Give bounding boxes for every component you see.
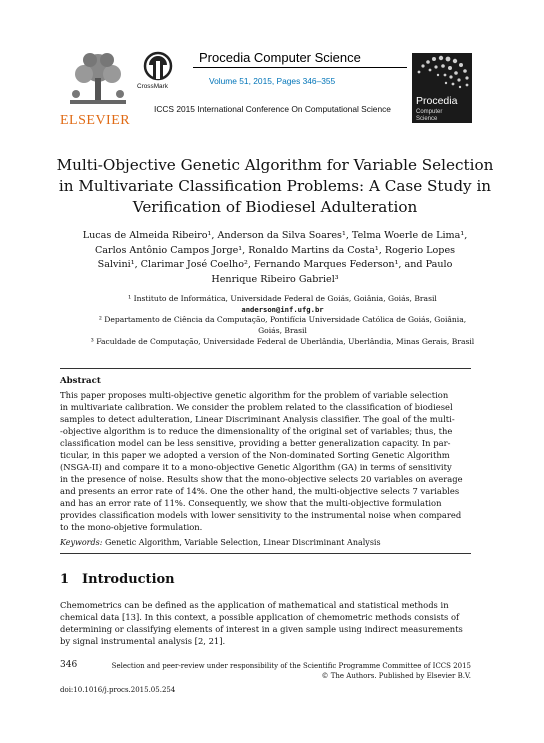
body-line: chemical data [13]. In this context, a possible application of chemometric methods consists of: [60, 612, 460, 622]
abstract-line: in multivariate calibration. We consider the problem related to the classification of biodiesel: [60, 402, 453, 412]
abstract-line: and presents an error rate of 14%. One the other hand, the multi-objective selects 7 variables: [60, 486, 460, 496]
abstract-line: in the presence of noise. Results show that the mono-objective selects 20 variables on average: [60, 474, 463, 484]
keywords-label: Keywords:: [60, 538, 103, 547]
abstract-body: [60, 389, 471, 533]
affiliation-3: ³ Faculdade de Computação, Universidade Federal de Uberlândia, Uberlândia, Minas Gerais, Brasil: [90, 337, 475, 347]
keywords: [60, 538, 381, 547]
abstract-line: -objective algorithm is to reduce the dimensionality of the original set of variables; thus, the: [60, 426, 453, 436]
dot-pattern-icon: [412, 53, 472, 97]
author-line: Carlos Antônio Campos Jorge¹, Ronaldo Martins da Costa¹, Rogerio Lopes: [94, 244, 456, 256]
footer-line-2: © The Authors. Published by Elsevier B.V.: [321, 672, 471, 680]
affiliation-2: ² Departamento de Ciência da Computação, Pontifícia Universidade Católica de Goiás, Goiânia,: [98, 315, 467, 325]
elsevier-wordmark: ELSEVIER: [60, 113, 131, 128]
crossmark-icon[interactable]: [137, 51, 173, 95]
section-title: Introduction: [82, 572, 175, 587]
affiliation-2-cont: Goiás, Brasil: [258, 325, 307, 335]
doi-link[interactable]: doi:10.1016/j.procs.2015.05.254: [60, 686, 176, 694]
abstract-line: (NSGA-II) and compare it to a mono-objective Genetic Algorithm (GA) in terms of sensitivity: [60, 462, 452, 472]
title-line: in Multivariate Classification Problems: A Case Study in: [58, 177, 492, 195]
volume-pages: , 2015, Pages 346–355: [248, 76, 336, 86]
volume-prefix: Volume: [209, 76, 240, 86]
abstract-line: samples to detect adulteration, Linear Discriminant Analysis classifier. The goal of the multi-: [60, 414, 455, 424]
body-line: by signal instrumental analysis [2, 21].: [60, 636, 226, 646]
volume-number-link[interactable]: 51: [239, 76, 249, 86]
section-heading: [60, 572, 175, 587]
procedia-box-title: Procedia: [416, 95, 458, 107]
footer-line-1: Selection and peer-review under responsibility of the Scientific Programme Committee of ICCS 2015: [111, 662, 471, 670]
abstract-line: and has an error rate of 11%. Consequently, we show that the multi-objective formulation: [60, 498, 442, 508]
section-number: 1: [60, 572, 70, 587]
volume-line: [209, 76, 335, 86]
journal-name: Procedia Computer Science: [199, 50, 361, 65]
footer-note: [95, 661, 471, 681]
crossmark-label: CrossMark: [137, 83, 168, 90]
affiliations: [60, 294, 505, 348]
author-line: Lucas de Almeida Ribeiro¹, Anderson da Silva Soares¹, Telma Woerle de Lima¹,: [82, 230, 468, 241]
abstract-line: to the mono-objetive formulation.: [60, 522, 203, 532]
title-line: Verification of Biodiesel Adulteration: [132, 198, 418, 216]
body-line: Chemometrics can be defined as the application of mathematical and statistical methods in: [60, 600, 449, 610]
author-line: Salvini¹, Clarimar José Coelho², Fernando Marques Federson¹, and Paulo: [97, 259, 453, 271]
page-number: 346: [60, 660, 78, 670]
title-line: Multi-Objective Genetic Algorithm for Variable Selection: [56, 156, 494, 174]
author-email-link[interactable]: anderson@inf.ufg.br: [241, 304, 324, 314]
procedia-box-subtitle: Computer Science: [416, 109, 443, 122]
section-body: [60, 599, 471, 647]
author-line: Henrique Ribeiro Gabriel³: [211, 273, 339, 285]
abstract-top-rule: [60, 368, 471, 369]
body-line: determining or classifying elements of interest in a given sample using indirect measurements: [60, 624, 463, 634]
abstract-bottom-rule: [60, 553, 471, 554]
abstract-line: classification model can be less sensitive, providing a better generalization capacity. In par-: [60, 438, 451, 448]
paper-title: [40, 155, 510, 218]
procedia-journal-cover: [412, 53, 472, 123]
abstract-heading: Abstract: [60, 376, 101, 386]
conference-name: ICCS 2015 International Conference On Computational Science: [154, 104, 391, 114]
abstract-line: ticular, in this paper we adopted a version of the Non-dominated Sorting Genetic Algorithm: [60, 450, 450, 460]
affiliation-1: ¹ Instituto de Informática, Universidade Federal de Goiás, Goiânia, Goiás, Brasil: [128, 294, 437, 303]
author-list: [40, 229, 510, 287]
abstract-line: This paper proposes multi-objective genetic algorithm for the problem of variable selection: [60, 390, 449, 400]
abstract-line: provides classification models with lower sensitivity to the instrumental noise when compared: [60, 510, 462, 520]
header-rule: [193, 67, 407, 68]
keywords-text: Genetic Algorithm, Variable Selection, Linear Discriminant Analysis: [102, 538, 381, 547]
